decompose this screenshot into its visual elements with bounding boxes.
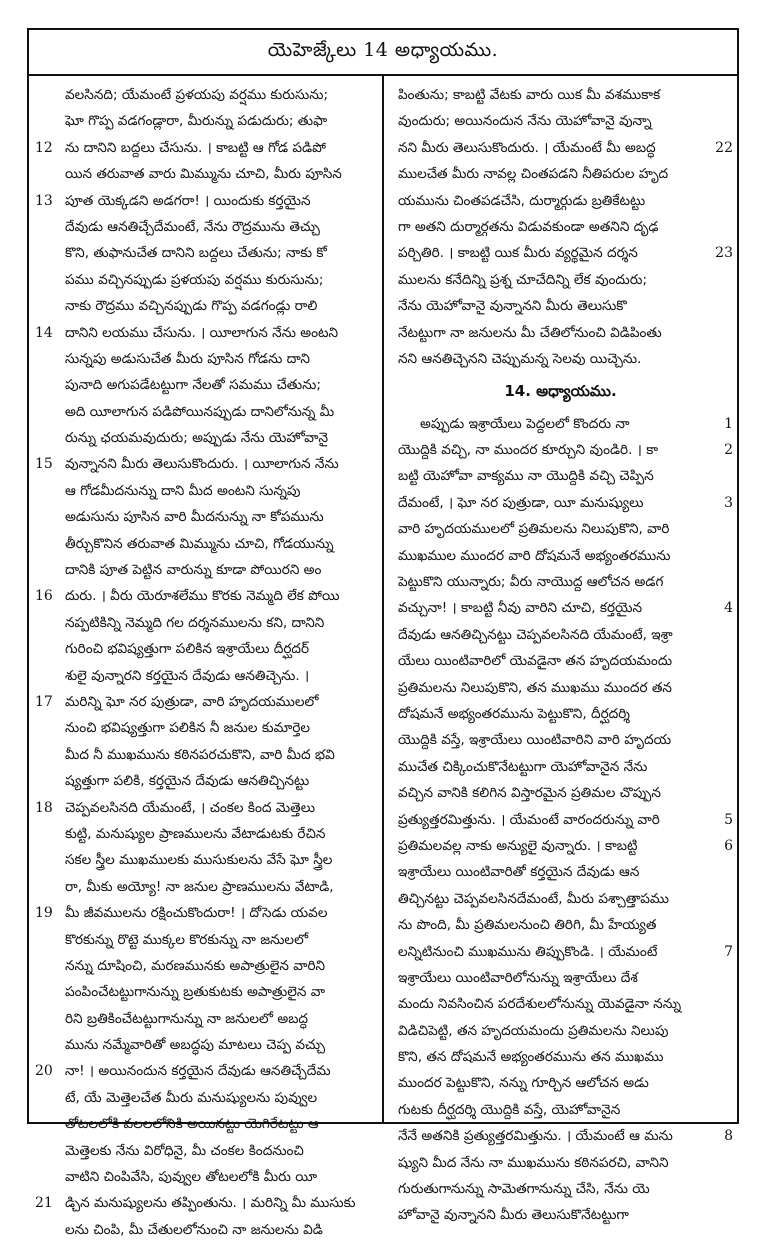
left-column-line <box>29 953 382 979</box>
verse-text: నేటట్టుగా నా జనులను మీ చేతిలోనుంచి విడిపింతు <box>398 324 662 341</box>
verse-text: గుటకు దీర్ఘదర్శి యొద్దికి వస్తే, యెహోవానైన <box>398 1101 621 1118</box>
verse-number: 17 <box>35 693 53 710</box>
verse-text: దేవుడు ఆనతిచ్చినట్టు చెప్పవలసినది యేమంటే, ఇశ్రా <box>398 626 673 643</box>
verse-text: అప్పుడు ఇశ్రాయేలు పెద్దలలో కొందరు నా <box>420 415 630 432</box>
verse-text: దేవుడు ఆనతిచ్చేదేమంటే, నేను రౌద్రమును తెచ్చు <box>65 218 320 235</box>
verse-text: నప్పటికిన్ని నెమ్మది గల దర్శనములను కని, దానిని <box>65 614 325 631</box>
right-column-line <box>384 463 737 489</box>
right-column-line <box>384 188 737 214</box>
verse-text: మీ జీవములను రక్షించుకొందురా! । దోసెడు యవల <box>65 905 328 922</box>
verse-text: తీర్చుకొనిన తరువాత మిమ్మును చూచి, గోడయున్ను <box>65 535 334 552</box>
right-column-line <box>384 214 737 240</box>
verse-text: ష్యత్తుగా పలికి, కర్తయైన దేవుడు ఆనతిచ్చినట్టు <box>65 773 310 790</box>
verse-number: 5 <box>724 811 733 828</box>
verse-text: వచ్చునా! । కాబట్టి నీవు వారిని చూచి, కర్తయైన <box>398 600 643 617</box>
left-column-line <box>29 1058 382 1084</box>
right-column-line <box>384 1150 737 1176</box>
left-column-line <box>29 1006 382 1032</box>
verse-text: పెట్టుకొని యున్నారు; వీరు నాయొద్ద ఆలోచన అడగ <box>398 574 664 591</box>
right-column-line <box>384 490 737 516</box>
right-column-line <box>384 108 737 134</box>
right-column-line <box>384 1097 737 1123</box>
right-column-line <box>384 833 737 859</box>
verse-number: 20 <box>35 1063 53 1080</box>
left-column-line <box>29 82 382 108</box>
right-column-line <box>384 1070 737 1096</box>
right-column-line <box>384 437 737 463</box>
verse-text: అడుసును పూసిన వారి మీదనున్ను నా కోపమును <box>65 509 324 526</box>
verse-text: గా అతని దుర్మార్గతను విడువకుండా అతనిని దృఢ <box>398 218 659 235</box>
verse-text: పంపించేటట్టుగానున్ను బ్రతుకుటకు అపాత్రులైన వా <box>65 984 325 1001</box>
left-column-line <box>29 1217 382 1243</box>
left-column <box>29 76 384 1238</box>
verse-text: నని మీరు తెలుసుకొందురు. । యేమంటే మీ అబద్ధ <box>398 139 656 156</box>
verse-text: ప్రత్యుత్తరమిత్తును. । యేమంటే వారందరున్ను వారి <box>398 811 660 828</box>
verse-text: మెత్తెలకు నేను విరోధినై, మీ చంకల కిందనుంచి <box>65 1142 304 1159</box>
right-column-line <box>384 346 737 372</box>
verse-text: పింతును; కాబట్టి వేటకు వారు యిక మీ వశముకాక <box>398 87 661 103</box>
right-column-line <box>384 859 737 885</box>
left-column-line <box>29 1085 382 1111</box>
verse-number: 16 <box>35 588 53 605</box>
verse-text: ముందర పెట్టుకొని, నన్ను గూర్చిన ఆలోచన అడు <box>398 1075 649 1092</box>
verse-text: ప్రతిమలను నిలుపుకొని, తన ముఖము ముందర తన <box>398 679 672 696</box>
right-column-line <box>384 1176 737 1202</box>
verse-text: ఆ గోడమీదనున్ను దాని మీద అంటని సున్నపు <box>65 482 301 499</box>
verse-text: రిని బ్రతికించేటట్టుగానున్ను నా జనులలో అబద్ధ <box>65 1010 309 1027</box>
right-column-line <box>384 161 737 187</box>
right-column-line <box>384 1044 737 1070</box>
verse-text: ఇశ్రాయేలు యింటివారితో కర్తయైన దేవుడు ఆన <box>398 864 640 881</box>
verse-text: నాకు రౌద్రము వచ్చినప్పుడు గొప్ప వడగండ్లు రాలి <box>65 298 318 315</box>
verse-text: రున్ను ఛయమవుదురు; అప్పుడు నేను యెహోవానై <box>65 430 329 447</box>
left-column-line <box>29 1190 382 1216</box>
verse-text: వలసినది; యేమంటే ప్రళయపు వర్షము కురుసును; <box>65 87 329 103</box>
left-column-line <box>29 1032 382 1058</box>
right-column-line <box>384 516 737 542</box>
verse-number: 1 <box>724 415 733 432</box>
verse-text: టే, యే మెత్తెలచేత మీరు మనుష్యులను పువ్వుల <box>65 1089 318 1106</box>
verse-text: వారి హృదయములలో ప్రతిమలను నిలుపుకొని, వారి <box>398 521 670 538</box>
left-column-line <box>29 293 382 319</box>
verse-text: వచ్చిన వానికి కలిగిన విస్తారమైన ప్రతిమల చొప్పున <box>398 785 661 802</box>
verse-text: మందు నివసించిన పరదేశులలోనున్ను యెవడైనా నన్ను <box>398 996 682 1013</box>
verse-number: 2 <box>724 442 733 459</box>
verse-text: బట్టి యెహోవా వాక్యము నా యొద్దికి వచ్చి చెప్పిన <box>398 468 654 485</box>
verse-text: దోషమనే అభ్యంతరమును పెట్టుకొని, దీర్ఘదర్శి <box>398 705 630 722</box>
left-column-line <box>29 874 382 900</box>
right-column-line <box>384 320 737 346</box>
left-column-line <box>29 108 382 134</box>
verse-text: పూత యెక్కడని అడగరా! । యిందుకు కర్తయైన <box>65 192 311 209</box>
verse-number: 6 <box>724 837 733 854</box>
left-column-line <box>29 610 382 636</box>
right-column-line <box>384 543 737 569</box>
right-column-line <box>384 991 737 1017</box>
left-column-line <box>29 504 382 530</box>
page-title: యెహెజ్కేలు 14 అధ్యాయము. <box>267 38 499 61</box>
left-column-line <box>29 1138 382 1164</box>
left-column-line <box>29 927 382 953</box>
verse-text: ఇశ్రాయేలు యింటివారిలోనున్ను ఇశ్రాయేలు దేశ <box>398 969 638 986</box>
left-column-line <box>29 847 382 873</box>
right-column-line <box>384 569 737 595</box>
left-column-line <box>29 399 382 425</box>
verse-text: కొని, తన దోషమనే అభ్యంతరమును తన ముఖము <box>398 1049 664 1066</box>
verse-text: డ్చిన మనుష్యులను తప్పింతును. । మరిన్ని మీ ముసుకు <box>65 1195 356 1212</box>
left-column-line <box>29 663 382 689</box>
chapter-heading <box>384 378 737 404</box>
verse-text: లను చింపి, మీ చేతులలోనుంచి నా జనులను విడి <box>65 1221 323 1238</box>
verse-number: 14 <box>35 324 53 341</box>
verse-text: ఘో గొప్ప వడగండ్లారా, మీరున్ను పడుదురు; తుఫా <box>65 113 328 130</box>
verse-number: 8 <box>724 1128 733 1145</box>
verse-text: యిన తరువాత వారు మిమ్మును చూచి, మీరు పూసిన <box>65 166 342 183</box>
verse-text: శులై వున్నారని కర్తయైన దేవుడు ఆనతిచ్చెను. । <box>65 667 310 684</box>
right-column-line <box>384 622 737 648</box>
right-column-line <box>384 1123 737 1149</box>
verse-text: పము వచ్చినప్పుడు ప్రళయపు వర్షము కురుసును; <box>65 271 324 288</box>
verse-text: వాటిని చింపివేసి, పువ్వుల తోటలలోకి మీరు యీ <box>65 1169 318 1186</box>
left-column-line <box>29 557 382 583</box>
verse-number: 7 <box>724 943 733 960</box>
right-column-line <box>384 293 737 319</box>
right-column-line <box>384 939 737 965</box>
right-column-line <box>384 595 737 621</box>
right-column-line <box>384 135 737 161</box>
verse-text: వున్నానని మీరు తెలుసుకొందురు. । యీలాగున నేను <box>65 456 339 473</box>
right-column-line <box>384 727 737 753</box>
verse-number: 15 <box>35 456 53 473</box>
verse-text: నేను యెహోవానై వున్నానని మీరు తెలుసుకొ <box>398 298 627 315</box>
verse-text: గురించి భవిష్యత్తుగా పలికిన ఇశ్రాయేలు దీర్ఘదర్ <box>65 641 310 658</box>
verse-text: సకల స్త్రీల ముఖములకు ముసుకులను వేసే ఘో స్త్రీల <box>65 852 333 869</box>
left-column-line <box>29 346 382 372</box>
verse-text: ములను కనేదిన్ని ప్రశ్న చూచేదిన్ని లేక వుందురు; <box>398 271 648 288</box>
left-column-line <box>29 742 382 768</box>
left-column-line <box>29 478 382 504</box>
right-column-line <box>384 754 737 780</box>
page-header <box>29 30 737 76</box>
verse-text: మరిన్ని ఘో నర పుత్రుడా, వారి హృదయములలో <box>65 693 319 710</box>
right-column-line <box>384 701 737 727</box>
verse-text: ములచేత మీరు నావల్ల చింతపడని నీతిపరుల హృద <box>398 166 669 183</box>
verse-text: వుందురు; అయినందున నేను యెహోవానై వున్నా <box>398 113 652 130</box>
left-column-line <box>29 135 382 161</box>
verse-text: కొరకున్ను రొట్టె ముక్కల కొరకున్ను నా జనులలో <box>65 931 309 948</box>
verse-text: ముఖముల ముందర వారి దోషమనే అభ్యంతరమును <box>398 547 671 564</box>
right-column <box>384 76 737 1224</box>
verse-number: 4 <box>724 600 733 617</box>
left-column-line <box>29 188 382 214</box>
text-columns <box>29 76 737 1238</box>
verse-number: 12 <box>35 139 53 156</box>
verse-text: తిచ్చినట్టు చెప్పవలసినదేమంటే, మీరు పశ్చాత్తాపము <box>398 890 669 907</box>
verse-text: మీద నీ ముఖమును కఠినపరచుకొని, వారి మీద భవి <box>65 746 335 763</box>
right-column-line <box>384 82 737 108</box>
scripture-page <box>27 28 739 1238</box>
verse-text: ప్రతిమలవల్ల నాకు అన్యులై వున్నారు. । కాబట్టి <box>398 837 638 854</box>
verse-text: ష్యుని మీద నేను నా ముఖమును కఠినపరచి, వానిని <box>398 1154 669 1171</box>
left-column-line <box>29 1164 382 1190</box>
left-column-line <box>29 161 382 187</box>
left-column-line <box>29 531 382 557</box>
verse-number: 22 <box>715 139 733 156</box>
left-column-line <box>29 372 382 398</box>
right-column-line <box>384 648 737 674</box>
verse-text: హోవానై వున్నానని మీరు తెలుసుకొనేటట్టుగా <box>398 1207 629 1224</box>
right-column-line <box>384 411 737 437</box>
verse-text: రా, మీకు అయ్యో! నా జనుల ప్రాణములను వేటాడి, <box>65 878 334 895</box>
right-column-line <box>384 886 737 912</box>
verse-text: తోటలలోకి వలలలోనికి అయినట్టు యెగిరేటట్టు ఆ <box>65 1116 319 1133</box>
verse-text: కొని, తుఫానుచేత దానిని బద్దలు చేతును; నాకు కో <box>65 245 327 262</box>
right-column-line <box>384 912 737 938</box>
verse-text: 14. అధ్యాయము. <box>504 382 617 401</box>
verse-text: నని ఆనతిచ్చెనని చెప్పుమన్న సెలవు యిచ్చెను. <box>398 350 642 367</box>
verse-text: సున్నపు అడుసుచేత మీరు పూసిన గోడను దాని <box>65 350 310 367</box>
verse-text: అది యీలాగున పడిపోయినప్పుడు దానిలోనున్న మీ <box>65 403 335 420</box>
right-column-line <box>384 780 737 806</box>
left-column-line <box>29 768 382 794</box>
verse-text: ముచేత చిక్కించుకొనేటట్టుగా యెహోవానైన నేను <box>398 758 648 775</box>
right-column-line <box>384 240 737 266</box>
left-column-line <box>29 583 382 609</box>
left-column-line <box>29 214 382 240</box>
right-column-line <box>384 1018 737 1044</box>
left-column-line <box>29 900 382 926</box>
right-column-line <box>384 675 737 701</box>
verse-text: ను దానిని బద్దలు చేసును. । కాబట్టి ఆ గోడ పడిపో <box>65 139 326 156</box>
verse-number: 19 <box>35 905 53 922</box>
verse-text: నుంచి భవిష్యత్తుగా పలికిన నీ జనుల కుమార్తెల <box>65 720 311 737</box>
right-column-line <box>384 807 737 833</box>
verse-text: ను పొంది, మీ ప్రతిమలనుంచి తిరిగి, మీ హేయ్యత <box>398 917 657 934</box>
verse-number: 21 <box>35 1195 53 1212</box>
left-column-line <box>29 795 382 821</box>
verse-number: 3 <box>724 494 733 511</box>
verse-text: చెప్పవలసినది యేమంటే, । చంకల కింద మెత్తెలు <box>65 799 316 816</box>
verse-text: పర్చితిరి. । కాబట్టి యిక మీరు వ్యర్థమైన దర్శన <box>398 245 638 262</box>
left-column-line <box>29 979 382 1005</box>
verse-text: నా! । అయినందున కర్తయైన దేవుడు ఆనతిచ్చేదేమ <box>65 1063 331 1080</box>
verse-text: నేనే అతనికి ప్రత్యుత్తరమిత్తును. । యేమంటే ఆ మను <box>398 1128 673 1145</box>
verse-text: గురుతుగానున్ను సామెతగానున్ను చేసి, నేను యె <box>398 1181 650 1198</box>
verse-text: దేమంటే, । ఘో నర పుత్రుడా, యీ మనుష్యులు <box>398 494 644 511</box>
left-column-line <box>29 240 382 266</box>
verse-number: 18 <box>35 799 53 816</box>
left-column-line <box>29 821 382 847</box>
left-column-line <box>29 267 382 293</box>
left-column-line <box>29 425 382 451</box>
right-column-line <box>384 965 737 991</box>
verse-text: యొద్దికి వస్తే, ఇశ్రాయేలు యింటివారిని వారి హృదయ <box>398 732 672 749</box>
verse-text: యమును చింతపడచేసి, దుర్మార్గుడు బ్రతికేటట్టు <box>398 192 646 209</box>
verse-text: యేలు యింటివారిలో యెవడైనా తన హృదయమందు <box>398 653 673 670</box>
right-column-line <box>384 267 737 293</box>
left-column-line <box>29 1111 382 1137</box>
verse-text: పునాది అగుపడేటట్టుగా నేలతో సమము చేతును; <box>65 377 321 394</box>
left-column-line <box>29 689 382 715</box>
left-column-line <box>29 715 382 741</box>
left-column-line <box>29 451 382 477</box>
left-column-line <box>29 320 382 346</box>
right-column-line <box>384 1202 737 1228</box>
verse-text: విడిచిపెట్టి, తన హృదయమందు ప్రతిమలను నిలుపు <box>398 1022 669 1039</box>
verse-text: దానిని లయము చేసును. । యీలాగున నేను అంటని <box>65 324 339 341</box>
verse-text: కుట్టి, మనుష్యుల ప్రాణములను వేటాడుటకు రేచిన <box>65 825 326 842</box>
verse-text: నన్ను దూషించి, మరణమునకు అపాత్రులైన వారిని <box>65 957 326 974</box>
verse-text: దురు. । వీరు యెరూశలేము కొరకు నెమ్మది లేక పోయి <box>65 588 340 605</box>
left-column-line <box>29 636 382 662</box>
verse-text: లన్నిటినుంచి ముఖమును తిప్పుకొండి. । యేమంటే <box>398 943 658 960</box>
verse-text: దానికి పూత పెట్టిన వారున్ను కూడా పోయిరని అం <box>65 562 322 579</box>
verse-text: యొద్దికి వచ్చి, నా ముందర కూర్చుని వుండిరి. । కా <box>398 442 658 459</box>
verse-number: 13 <box>35 192 53 209</box>
verse-number: 23 <box>715 245 733 262</box>
verse-text: మును నమ్మేవారితో అబద్ధపు మాటలు చెప్ప వచ్చు <box>65 1037 325 1054</box>
